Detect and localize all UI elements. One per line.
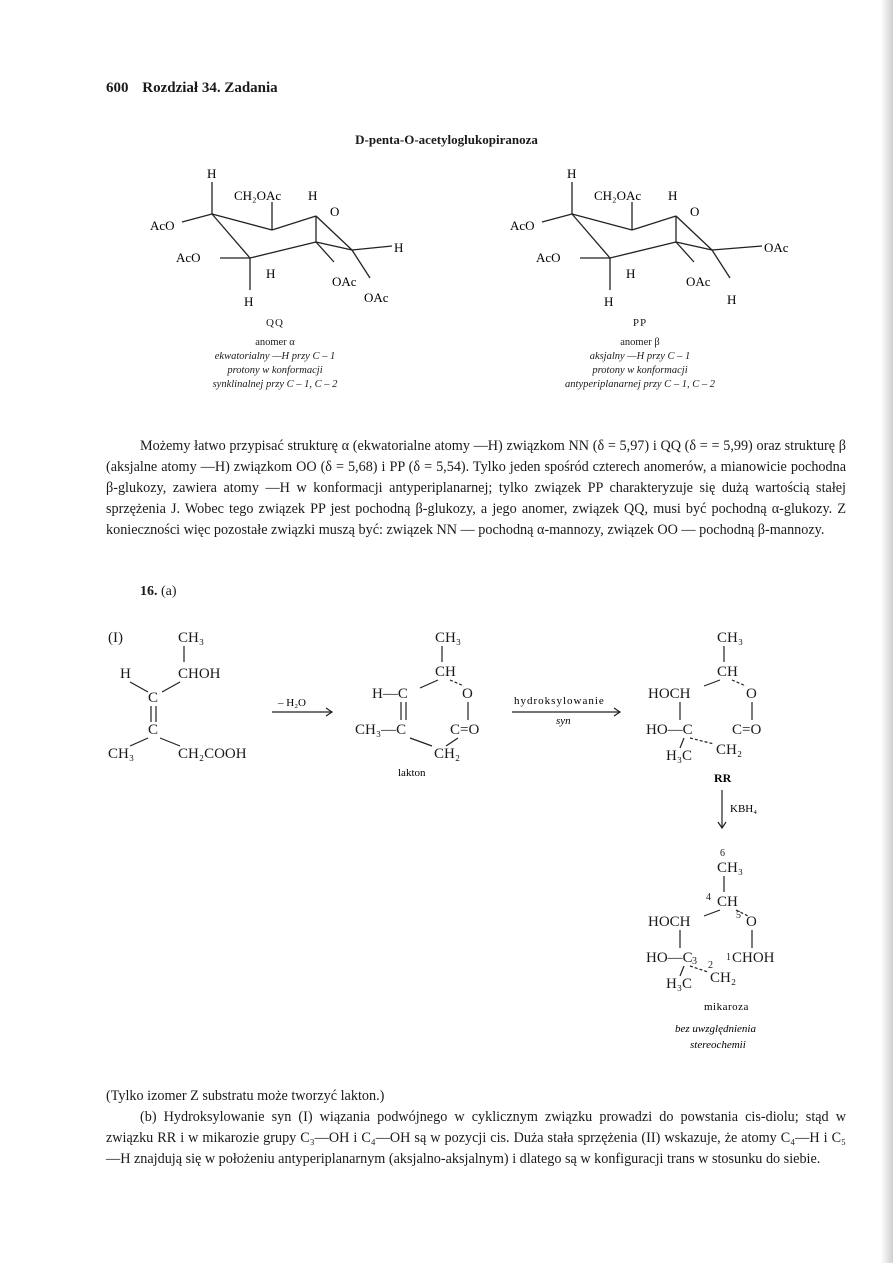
s2-ch3-c: CH₃—C <box>355 722 407 738</box>
s2-c-o: C=O <box>450 722 480 738</box>
qq-h-right: H <box>394 240 404 255</box>
s4-ch2: CH₂ <box>710 970 737 986</box>
s1-choh: CHOH <box>178 666 221 682</box>
pp-h-mid: H <box>626 266 636 281</box>
s4-ch: CH <box>717 894 738 910</box>
page-edge-shadow <box>881 0 893 1263</box>
s2-h-c: H—C <box>372 686 408 702</box>
label-pp: PP <box>632 317 648 329</box>
s1-ch3-bottom: CH₃ <box>108 746 135 762</box>
s4-ch3: CH₃ <box>717 860 744 876</box>
caption-pp-line-2: aksjalny —H przy C – 1 <box>589 351 691 362</box>
pp-h-top: H <box>567 166 577 181</box>
caption-qq-line-2: ekwatorialny —H przy C – 1 <box>214 351 336 362</box>
qq-h-mid: H <box>266 266 276 281</box>
arrow-1-label: – H₂O <box>278 697 306 709</box>
qq-ch2oac: CH₂OAc <box>234 188 282 203</box>
mikaroza-label: mikaroza <box>704 1001 749 1013</box>
page-number: 600 <box>106 80 129 96</box>
qq-h-bottom: H <box>244 294 254 309</box>
s1-h: H <box>120 666 131 682</box>
page-header <box>106 80 288 97</box>
problem-number: 16. <box>140 584 158 599</box>
roman-i: (I) <box>108 630 123 646</box>
pp-h-ring: H <box>668 188 678 203</box>
s2-ch3: CH₃ <box>435 630 462 646</box>
s3-c-o: C=O <box>732 722 762 738</box>
rr-label: RR <box>714 771 732 785</box>
s1-c1: C <box>148 690 159 706</box>
paragraph-1: Możemy łatwo przypisać strukturę α (ekwatorialne atomy —H) związkom NN (δ = 5,97) i QQ (δ = = 5,99) oraz strukturę β (aksjalne atomy —H) związkom OO (δ = 5,68) i PP (δ = 5,54). Tylko jeden spośród czterech anomerów, a mianowicie pochodna β-glukozy, zawiera atomy —H w konformacji antyperiplanarnej; tylko związek PP charakteryzuje się dużą wartością stałej sprzężenia J. Wobec tego związek PP jest pochodną β-glukozy, a jego anomer, związek QQ, musi być pochodną α-glukozy. Z konieczności więc pozostałe związki muszą być: związek NN — pochodną α-mannozy, związek OO — pochodną β-mannozy. <box>106 438 846 538</box>
pp-oac-mid: OAc <box>686 274 711 289</box>
structure-pp <box>500 160 800 310</box>
pp-oac-right: OAc <box>764 240 789 255</box>
kbh4-label: KBH₄ <box>730 803 758 815</box>
section-title: D-penta-O-acetyloglukopiranoza <box>355 132 538 147</box>
chapter-title: Rozdział 34. Zadania <box>142 80 278 96</box>
s3-ch2: CH₂ <box>716 742 743 758</box>
s4-n3: 3 <box>692 956 697 967</box>
pp-aco-1: AcO <box>510 218 535 233</box>
qq-aco-2: AcO <box>176 250 201 265</box>
s4-h3c: H₃C <box>666 976 693 992</box>
problem-heading <box>140 584 177 600</box>
pp-o-ring: O <box>690 204 700 219</box>
paragraph-b: (b) Hydroksylowanie syn (I) wiązania podwójnego w cyklicznym związku prowadzi do powstania cis-diolu; stąd w związku RR i w mikarozie grupy C₃—OH i C₄—OH są w pozycji cis. Duża stała sprzężenia (II) wskazuje, że atomy C₄—H i C₅—H znajdują się w położeniu antyperiplanarnym (aksjalno-aksjalnym) i dlatego są w konfiguracji trans w stosunku do siebie. <box>106 1109 846 1167</box>
s1-ch2cooh: CH₂COOH <box>178 746 247 762</box>
caption-qq <box>150 316 400 392</box>
s4-ho-c: HO—C <box>646 950 693 966</box>
caption-qq-line-4: synklinalnej przy C – 1, C – 2 <box>212 379 338 390</box>
s2-ch2: CH₂ <box>434 746 461 762</box>
caption-qq-line-1: anomer α <box>255 337 295 348</box>
s3-ch: CH <box>717 664 738 680</box>
arrow-2-label-top: hydroksylowanie <box>514 695 605 707</box>
s2-ch: CH <box>435 664 456 680</box>
s4-choh: CHOH <box>732 950 775 966</box>
reaction-scheme <box>100 620 860 1080</box>
note-z: (Tylko izomer Z substratu może tworzyć lakton.) <box>106 1088 385 1104</box>
qq-aco-1: AcO <box>150 218 175 233</box>
s4-n6: 6 <box>720 848 725 859</box>
pp-ch2oac: CH₂OAc <box>594 188 642 203</box>
s2-o: O <box>462 686 473 702</box>
caption-pp-line-1: anomer β <box>620 337 660 348</box>
s3-o: O <box>746 686 757 702</box>
arrow-2-label-bottom: syn <box>556 715 571 727</box>
s1-c2: C <box>148 722 159 738</box>
s4-n1: 1 <box>726 952 731 963</box>
structure-qq <box>140 160 430 310</box>
caption-pp-line-4: antyperiplanarnej przy C – 1, C – 2 <box>565 379 715 390</box>
qq-oac-mid: OAc <box>332 274 357 289</box>
lakton-label: lakton <box>398 767 426 779</box>
s3-h3c: H₃C <box>666 748 693 764</box>
s4-n2: 2 <box>708 960 713 971</box>
mikaroza-note-1: bez uwzględnienia <box>675 1023 756 1035</box>
problem-part: (a) <box>161 584 177 599</box>
caption-pp <box>510 316 770 392</box>
s3-hoch: HOCH <box>648 686 691 702</box>
qq-h-ring: H <box>308 188 318 203</box>
pp-h-bottom: H <box>604 294 614 309</box>
pp-h-bottom-2: H <box>727 292 737 307</box>
caption-pp-line-3: protony w konformacji <box>592 365 688 376</box>
qq-o-ring: O <box>330 204 340 219</box>
s4-n4: 4 <box>706 892 711 903</box>
s3-ch3: CH₃ <box>717 630 744 646</box>
pp-aco-2: AcO <box>536 250 561 265</box>
s3-ho-c: HO—C <box>646 722 693 738</box>
s4-hoch: HOCH <box>648 914 691 930</box>
qq-oac-bottom: OAc <box>364 290 389 305</box>
qq-h-top: H <box>207 166 217 181</box>
caption-qq-line-3: protony w konformacji <box>227 365 323 376</box>
label-qq: QQ <box>266 317 284 329</box>
s1-ch3-top: CH₃ <box>178 630 205 646</box>
mikaroza-note-2: stereochemii <box>690 1039 746 1051</box>
s4-n5: 5 <box>736 910 741 921</box>
s4-o: O <box>746 914 757 930</box>
